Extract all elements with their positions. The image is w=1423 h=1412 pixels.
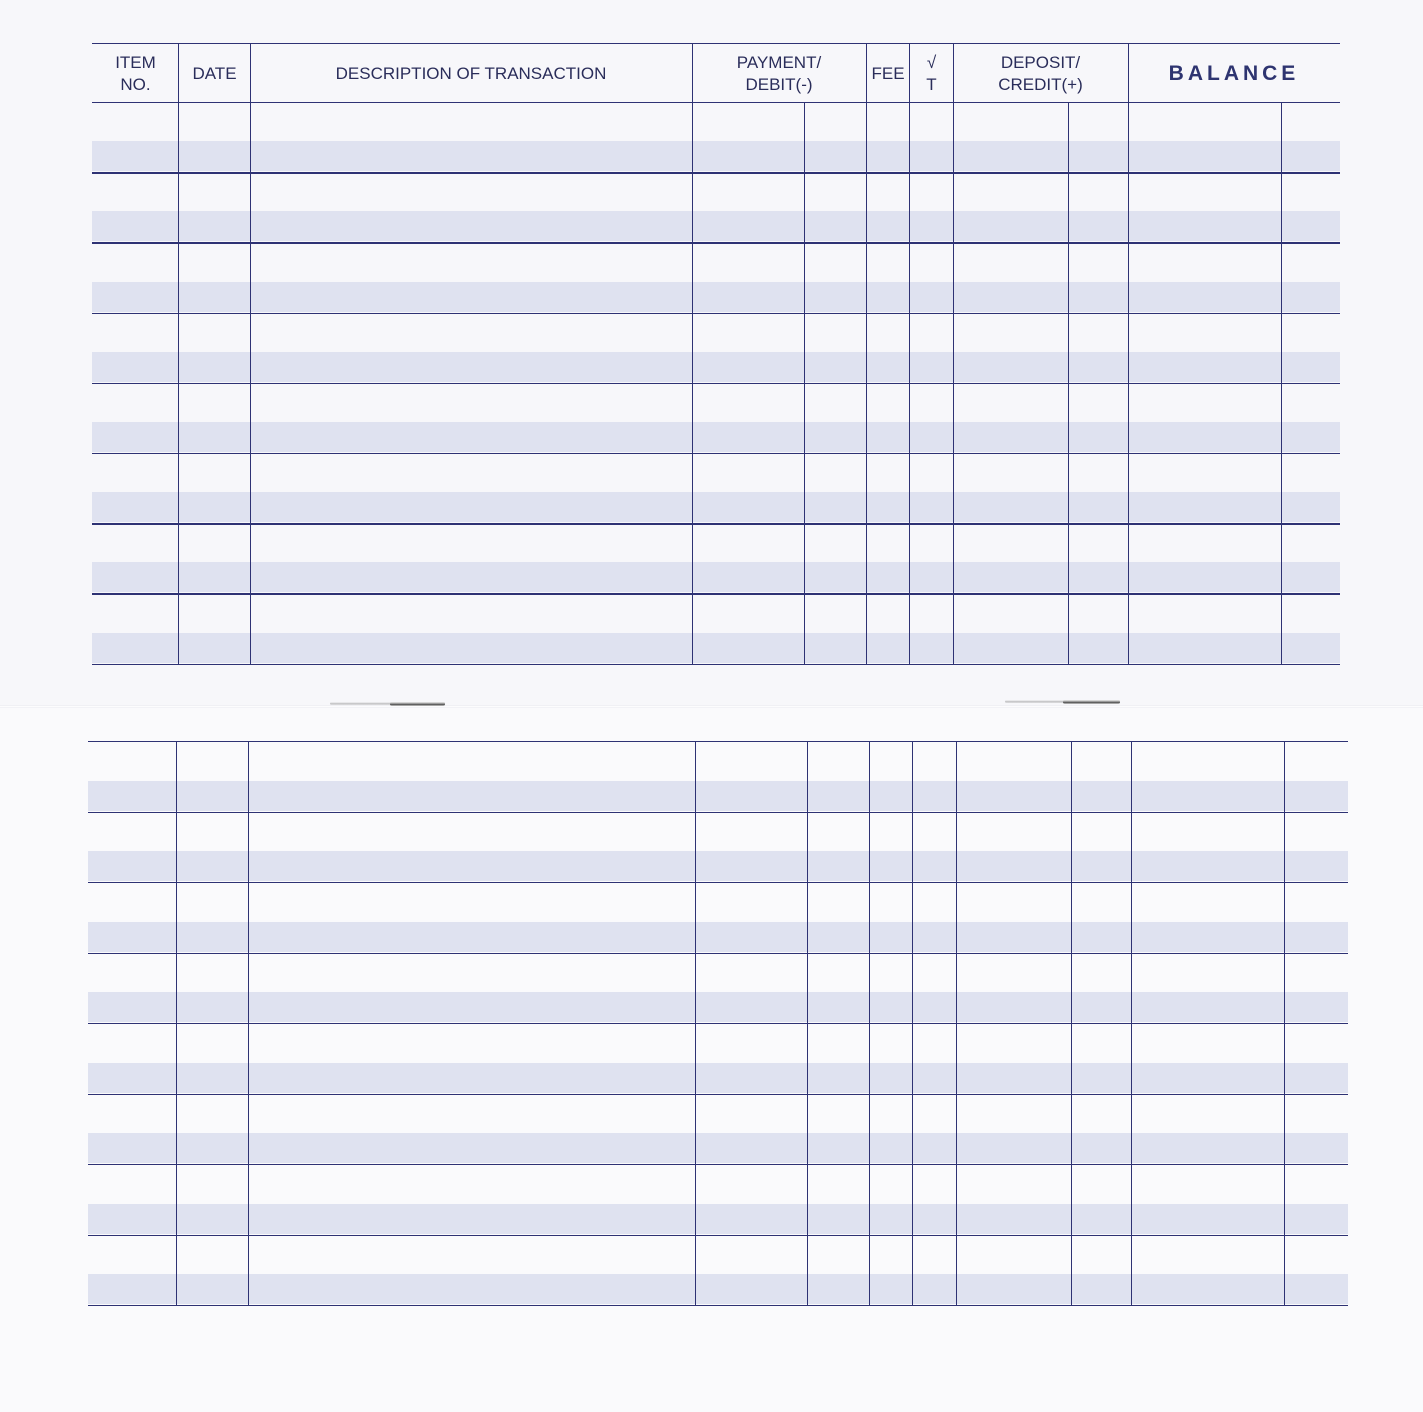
row-band (92, 352, 1340, 382)
row-band (88, 992, 1348, 1022)
row-band (92, 422, 1340, 452)
row-rule (92, 242, 1340, 243)
row-band (92, 141, 1340, 171)
row-rule (88, 1164, 1348, 1165)
column-rule (866, 43, 867, 664)
column-rule (953, 43, 954, 664)
header-balance: BALANCE (1168, 62, 1300, 85)
row-band (88, 1063, 1348, 1093)
header-check-column (910, 46, 953, 102)
column-rule (1068, 102, 1069, 664)
column-rule (909, 43, 910, 664)
staple-left-body (390, 702, 445, 706)
row-band (88, 1133, 1348, 1163)
column-rule (695, 741, 696, 1305)
row-band (88, 1204, 1348, 1234)
row-band (92, 492, 1340, 522)
row-rule (92, 593, 1340, 594)
page-fold (0, 705, 1423, 708)
row-band (92, 633, 1340, 663)
column-rule (1281, 102, 1282, 664)
column-rule (250, 43, 251, 664)
header-item-no: ITEM NO. (115, 53, 156, 94)
row-band (92, 211, 1340, 241)
row-rule (92, 172, 1340, 173)
column-rule (804, 102, 805, 664)
row-rule (88, 1023, 1348, 1024)
row-band (88, 851, 1348, 881)
column-rule (869, 741, 870, 1305)
row-rule (88, 882, 1348, 883)
row-rule (88, 1094, 1348, 1095)
header-top-rule (92, 43, 1340, 44)
column-rule (956, 741, 957, 1305)
header-payment-debit: PAYMENT/ DEBIT(-) (736, 53, 822, 94)
header-fee: FEE (871, 64, 905, 83)
row-band (92, 562, 1340, 592)
row-rule (92, 523, 1340, 524)
header-description: DESCRIPTION OF TRANSACTION (335, 64, 607, 83)
header-bottom-rule (92, 102, 1340, 103)
row-rule (88, 812, 1348, 813)
column-rule (248, 741, 249, 1305)
column-rule (1128, 43, 1129, 664)
column-rule (1131, 741, 1132, 1305)
column-rule (692, 43, 693, 664)
header-bottom-rule (88, 741, 1348, 742)
row-band (92, 282, 1340, 312)
header-date: DATE (192, 64, 237, 83)
row-rule (92, 453, 1340, 454)
column-rule (912, 741, 913, 1305)
header-check-t: T (926, 75, 937, 94)
column-rule (178, 43, 179, 664)
row-rule (88, 953, 1348, 954)
header-deposit-credit: DEPOSIT/ CREDIT(+) (998, 53, 1083, 94)
row-band (88, 1274, 1348, 1304)
column-rule (176, 741, 177, 1305)
row-rule (92, 383, 1340, 384)
row-rule (88, 1305, 1348, 1306)
column-rule (1284, 741, 1285, 1305)
staple-right-body (1063, 700, 1120, 704)
row-band (88, 781, 1348, 811)
column-rule (807, 741, 808, 1305)
row-rule (88, 1235, 1348, 1236)
check-mark-icon: √ (926, 53, 937, 72)
row-band (88, 922, 1348, 952)
row-rule (92, 313, 1340, 314)
row-rule (92, 664, 1340, 665)
column-rule (1071, 741, 1072, 1305)
